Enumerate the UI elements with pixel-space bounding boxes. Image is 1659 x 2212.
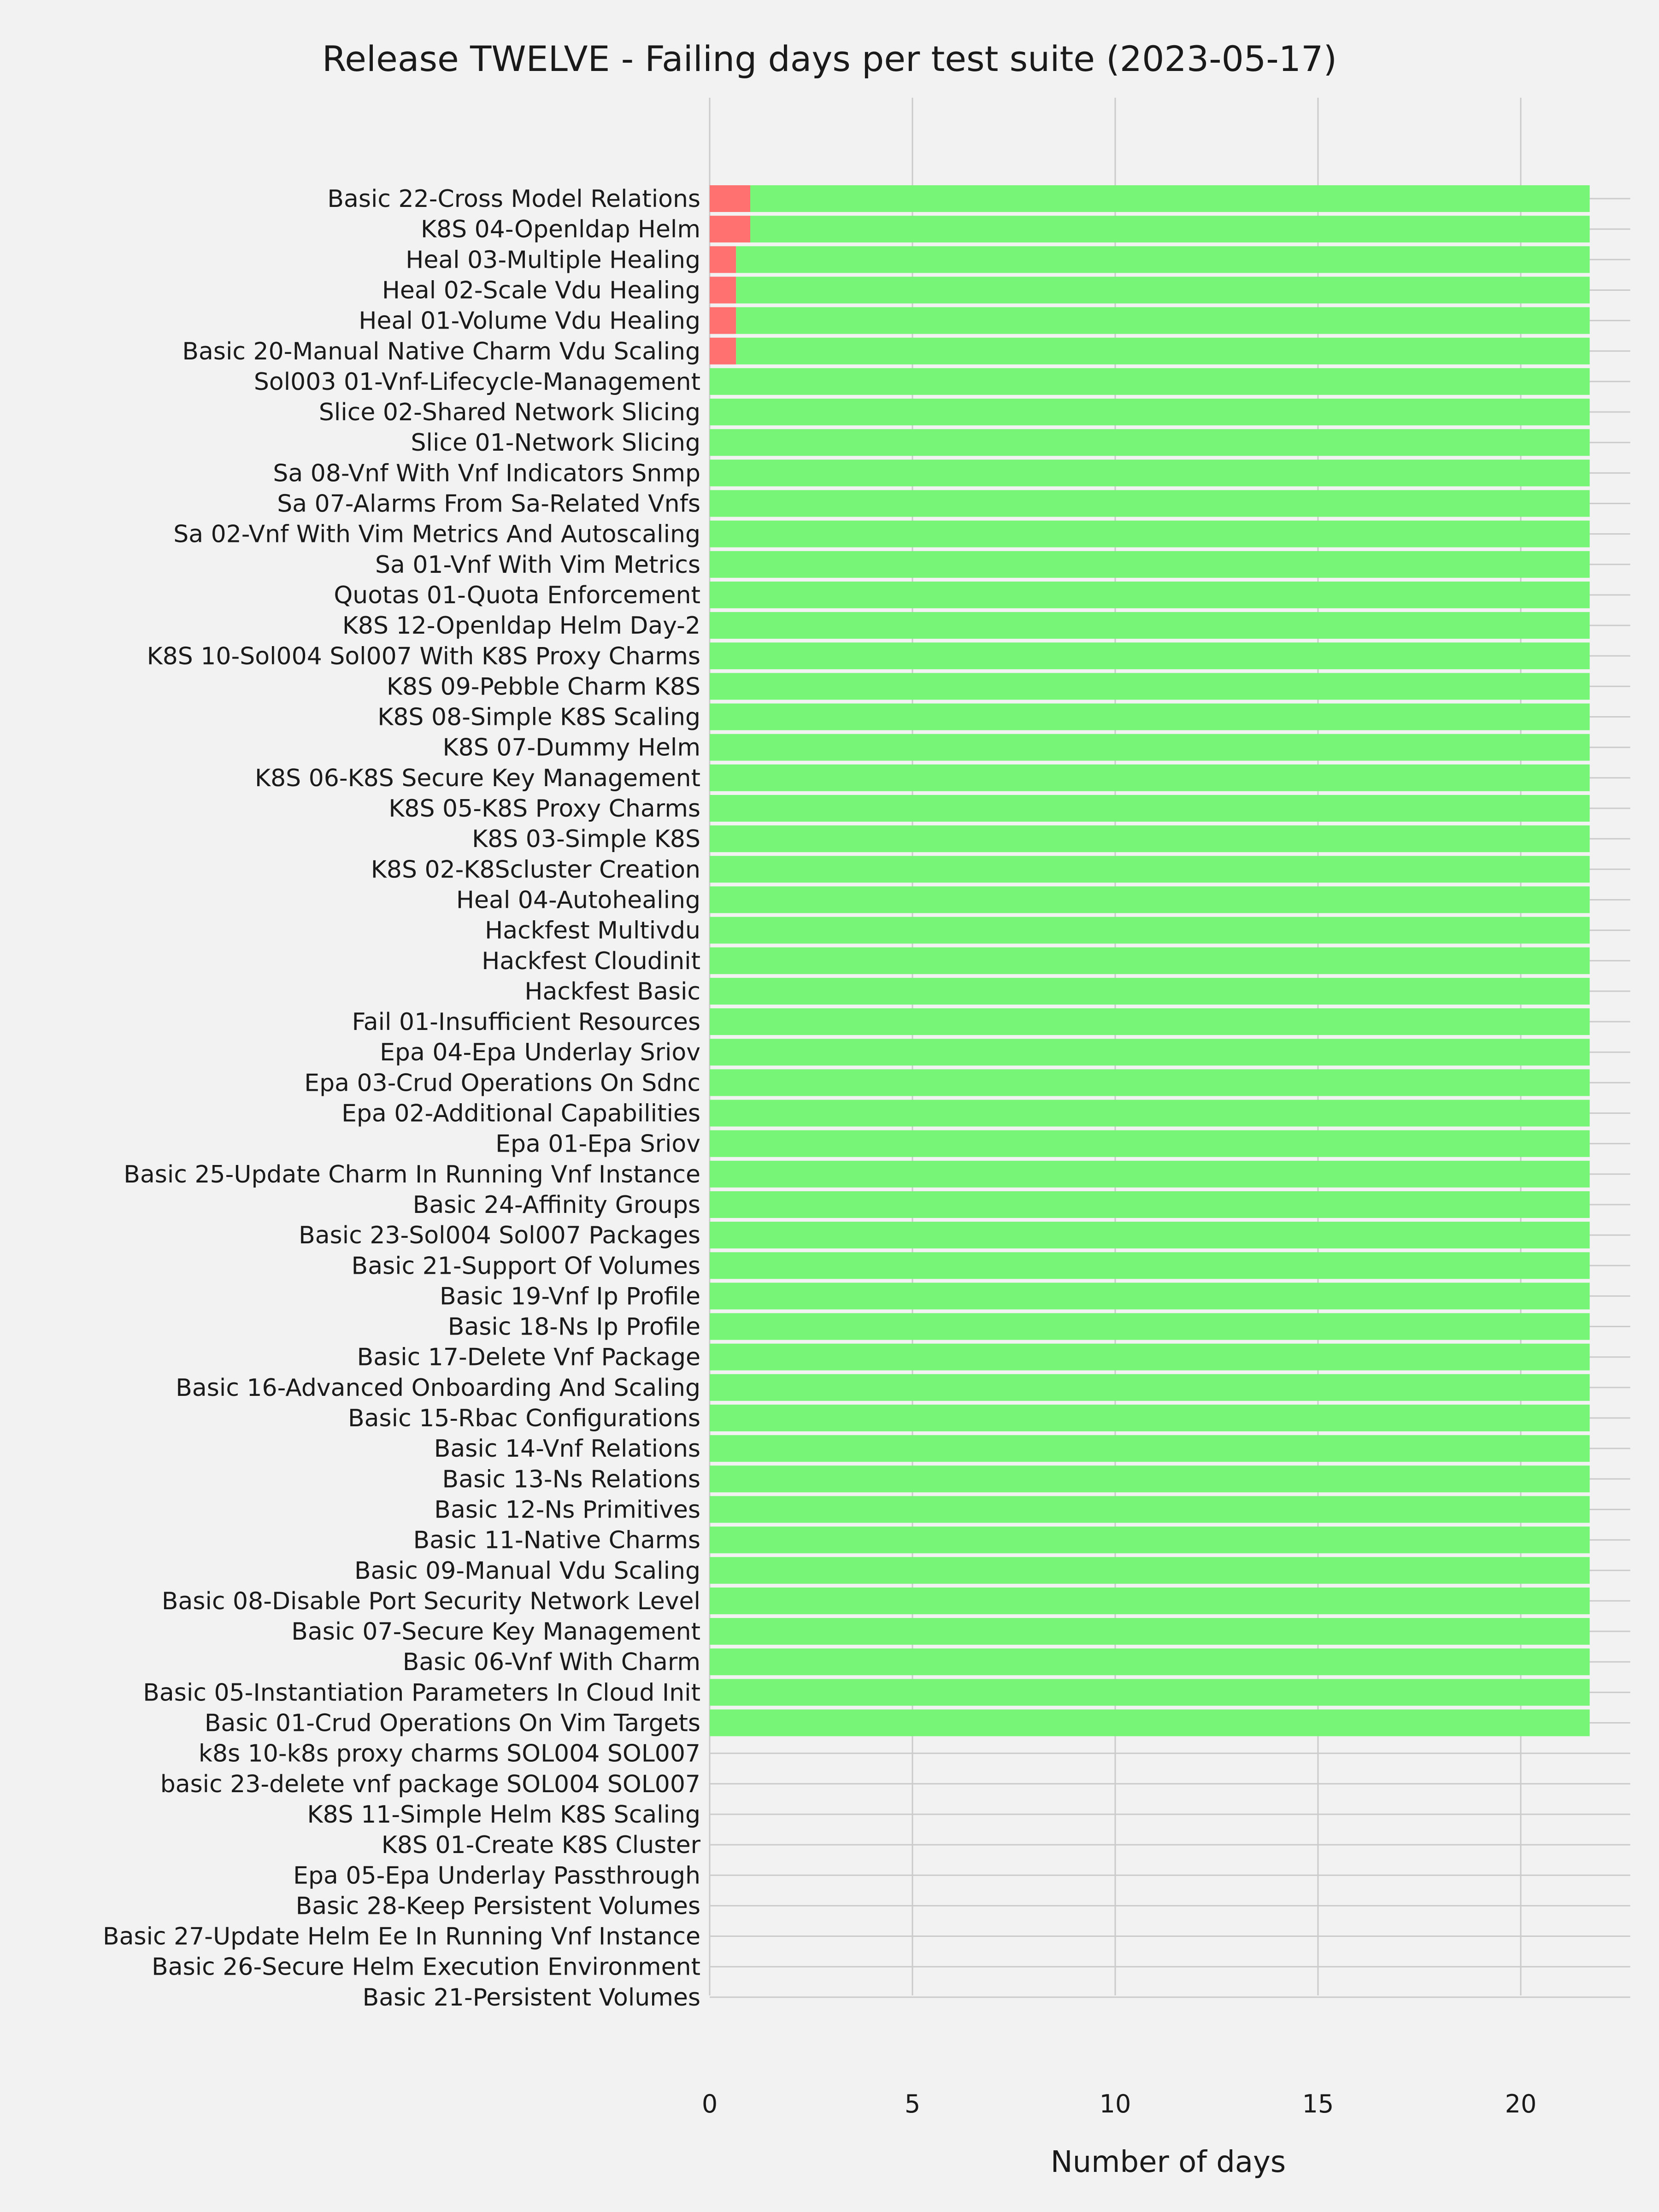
y-tick-label: K8S 05-K8S Proxy Charms bbox=[388, 795, 700, 823]
bar-passing bbox=[736, 276, 1589, 303]
y-tick-label: K8S 09-Pebble Charm K8S bbox=[386, 673, 700, 701]
y-tick-label: Basic 26-Secure Helm Execution Environment bbox=[152, 1953, 700, 1981]
y-tick-label: basic 23-delete vnf package SOL004 SOL007 bbox=[160, 1770, 700, 1798]
bar-passing bbox=[710, 1313, 1590, 1340]
bar-passing bbox=[710, 459, 1590, 486]
bar-passing bbox=[710, 1130, 1590, 1157]
y-tick-label: K8S 06-K8S Secure Key Management bbox=[254, 764, 700, 792]
bar-passing bbox=[710, 1557, 1590, 1584]
y-tick-label: K8S 08-Simple K8S Scaling bbox=[377, 703, 700, 731]
bar-failing bbox=[710, 216, 750, 242]
bar-failing bbox=[710, 276, 736, 303]
bar-passing bbox=[710, 704, 1590, 730]
bar-passing bbox=[710, 1527, 1590, 1553]
x-tick-labels bbox=[702, 2089, 1537, 2118]
y-tick-label: Basic 21-Persistent Volumes bbox=[362, 1983, 700, 2012]
bar-passing bbox=[710, 551, 1590, 578]
y-tick-label: Slice 01-Network Slicing bbox=[411, 429, 700, 457]
bar-passing bbox=[710, 1710, 1590, 1736]
bar-passing bbox=[710, 1100, 1590, 1127]
y-tick-label: K8S 11-Simple Helm K8S Scaling bbox=[307, 1800, 700, 1829]
bar-passing bbox=[710, 1191, 1590, 1218]
bar-failing bbox=[710, 338, 736, 365]
y-tick-label: Heal 01-Volume Vdu Healing bbox=[359, 307, 700, 335]
y-tick-label: Basic 18-Ns Ip Profile bbox=[447, 1313, 700, 1341]
chart-title: Release TWELVE - Failing days per test suite (2023-05-17) bbox=[322, 38, 1337, 79]
bar-passing bbox=[710, 886, 1590, 913]
x-axis-label: Number of days bbox=[1050, 2145, 1286, 2179]
bar-passing bbox=[710, 642, 1590, 669]
y-tick-label: K8S 10-Sol004 Sol007 With K8S Proxy Charms bbox=[147, 642, 700, 671]
y-tick-label: Basic 27-Update Helm Ee In Running Vnf Instance bbox=[102, 1923, 700, 1951]
y-tick-label: Hackfest Basic bbox=[524, 977, 700, 1006]
bar-failing bbox=[710, 185, 750, 212]
bar-passing bbox=[750, 185, 1590, 212]
y-tick-label: Heal 04-Autohealing bbox=[456, 886, 700, 914]
y-tick-label: Basic 11-Native Charms bbox=[413, 1526, 700, 1554]
y-tick-label: Basic 23-Sol004 Sol007 Packages bbox=[299, 1222, 700, 1250]
bar-passing bbox=[710, 947, 1590, 974]
y-tick-label: Basic 25-Update Charm In Running Vnf Instance bbox=[124, 1160, 700, 1188]
bar-passing bbox=[710, 1648, 1590, 1675]
y-tick-label: Basic 15-Rbac Configurations bbox=[348, 1405, 700, 1432]
x-tick-label: 20 bbox=[1505, 2089, 1537, 2118]
bar-passing bbox=[710, 1282, 1590, 1309]
bar-passing bbox=[710, 1069, 1590, 1096]
bar-passing bbox=[710, 1435, 1590, 1462]
y-tick-label: Basic 01-Crud Operations On Vim Targets bbox=[204, 1709, 700, 1737]
y-tick-label: k8s 10-k8s proxy charms SOL004 SOL007 bbox=[198, 1740, 700, 1768]
x-tick-label: 5 bbox=[904, 2089, 921, 2118]
y-tick-label: K8S 12-Openldap Helm Day-2 bbox=[342, 612, 700, 640]
bar-passing bbox=[710, 612, 1590, 639]
bar-passing bbox=[710, 795, 1590, 822]
bar-passing bbox=[710, 1679, 1590, 1706]
y-tick-label: Sol003 01-Vnf-Lifecycle-Management bbox=[253, 368, 700, 396]
bar-passing bbox=[710, 521, 1590, 547]
y-tick-label: Epa 05-Epa Underlay Passthrough bbox=[293, 1862, 700, 1890]
bar-passing bbox=[710, 399, 1590, 425]
y-tick-label: Basic 13-Ns Relations bbox=[442, 1465, 700, 1494]
y-tick-label: Basic 07-Secure Key Management bbox=[291, 1618, 700, 1646]
y-tick-label: Basic 06-Vnf With Charm bbox=[402, 1648, 700, 1677]
y-tick-label: Basic 21-Support Of Volumes bbox=[351, 1252, 700, 1280]
bar-passing bbox=[710, 1465, 1590, 1492]
bar-passing bbox=[710, 1496, 1590, 1523]
bar-passing bbox=[710, 1252, 1590, 1279]
bar-passing bbox=[710, 429, 1590, 456]
y-tick-label: Fail 01-Insufficient Resources bbox=[352, 1008, 700, 1036]
y-tick-label: Heal 02-Scale Vdu Healing bbox=[382, 276, 700, 305]
y-tick-label: Basic 22-Cross Model Relations bbox=[327, 185, 700, 213]
y-tick-label: Sa 02-Vnf With Vim Metrics And Autoscaling bbox=[173, 520, 700, 548]
bar-passing bbox=[710, 978, 1590, 1005]
y-tick-label: Heal 03-Multiple Healing bbox=[406, 246, 700, 274]
bar-passing bbox=[710, 1222, 1590, 1248]
bar-passing bbox=[750, 216, 1590, 242]
y-tick-label: Hackfest Multivdu bbox=[485, 917, 700, 945]
y-tick-label: Basic 12-Ns Primitives bbox=[434, 1496, 700, 1524]
y-tick-label: K8S 04-Openldap Helm bbox=[420, 216, 700, 244]
y-tick-label: Basic 16-Advanced Onboarding And Scaling bbox=[176, 1374, 700, 1402]
bar-layer bbox=[710, 185, 1590, 1736]
bar-passing bbox=[710, 917, 1590, 944]
y-tick-label: Basic 05-Instantiation Parameters In Cloud Init bbox=[143, 1679, 700, 1707]
bar-passing bbox=[710, 1039, 1590, 1065]
y-tick-label: K8S 01-Create K8S Cluster bbox=[381, 1831, 700, 1859]
y-tick-label: Basic 20-Manual Native Charm Vdu Scaling bbox=[182, 337, 700, 365]
y-tick-label: Basic 17-Delete Vnf Package bbox=[357, 1343, 700, 1371]
y-tick-label: K8S 03-Simple K8S bbox=[472, 825, 700, 853]
bar-passing bbox=[710, 734, 1590, 761]
y-tick-label: Basic 19-Vnf Ip Profile bbox=[439, 1282, 700, 1311]
bar-passing bbox=[736, 246, 1589, 273]
bar-passing bbox=[710, 856, 1590, 882]
y-tick-label: Basic 14-Vnf Relations bbox=[434, 1435, 700, 1463]
y-tick-label: Epa 01-Epa Sriov bbox=[495, 1130, 700, 1158]
bar-passing bbox=[710, 582, 1590, 608]
y-tick-label: K8S 02-K8Scluster Creation bbox=[371, 856, 700, 884]
y-tick-label: Hackfest Cloudinit bbox=[482, 947, 700, 975]
y-tick-label: Epa 02-Additional Capabilities bbox=[341, 1100, 700, 1128]
y-tick-label: Basic 09-Manual Vdu Scaling bbox=[354, 1557, 700, 1585]
bar-passing bbox=[710, 825, 1590, 852]
y-tick-label: Epa 04-Epa Underlay Sriov bbox=[380, 1039, 700, 1067]
bar-passing bbox=[710, 1618, 1590, 1645]
y-tick-label: K8S 07-Dummy Helm bbox=[442, 734, 700, 762]
y-tick-label: Sa 07-Alarms From Sa-Related Vnfs bbox=[277, 490, 700, 518]
bar-passing bbox=[736, 338, 1589, 365]
bar-passing bbox=[710, 1008, 1590, 1035]
y-tick-label: Basic 08-Disable Port Security Network Level bbox=[161, 1587, 700, 1615]
bar-passing bbox=[710, 673, 1590, 700]
x-tick-label: 0 bbox=[701, 2089, 718, 2118]
bar-passing bbox=[710, 765, 1590, 791]
bar-passing bbox=[710, 1374, 1590, 1401]
bar-passing bbox=[710, 368, 1590, 395]
y-tick-label: Quotas 01-Quota Enforcement bbox=[334, 581, 700, 609]
bar-passing bbox=[710, 1161, 1590, 1188]
bar-passing bbox=[710, 1405, 1590, 1431]
y-tick-labels bbox=[103, 185, 701, 2012]
bar-passing bbox=[736, 307, 1589, 334]
y-tick-label: Epa 03-Crud Operations On Sdnc bbox=[304, 1069, 700, 1097]
bar-failing bbox=[710, 246, 736, 273]
x-tick-label: 15 bbox=[1302, 2089, 1334, 2118]
bar-passing bbox=[710, 1588, 1590, 1614]
x-tick-label: 10 bbox=[1099, 2089, 1131, 2118]
bar-passing bbox=[710, 1344, 1590, 1371]
y-tick-label: Basic 28-Keep Persistent Volumes bbox=[295, 1892, 700, 1920]
bar-passing bbox=[710, 490, 1590, 517]
y-tick-label: Sa 08-Vnf With Vnf Indicators Snmp bbox=[273, 459, 700, 488]
bar-failing bbox=[710, 307, 736, 334]
y-tick-label: Slice 02-Shared Network Slicing bbox=[318, 399, 700, 427]
y-tick-label: Sa 01-Vnf With Vim Metrics bbox=[375, 551, 700, 579]
y-tick-label: Basic 24-Affinity Groups bbox=[412, 1191, 700, 1219]
